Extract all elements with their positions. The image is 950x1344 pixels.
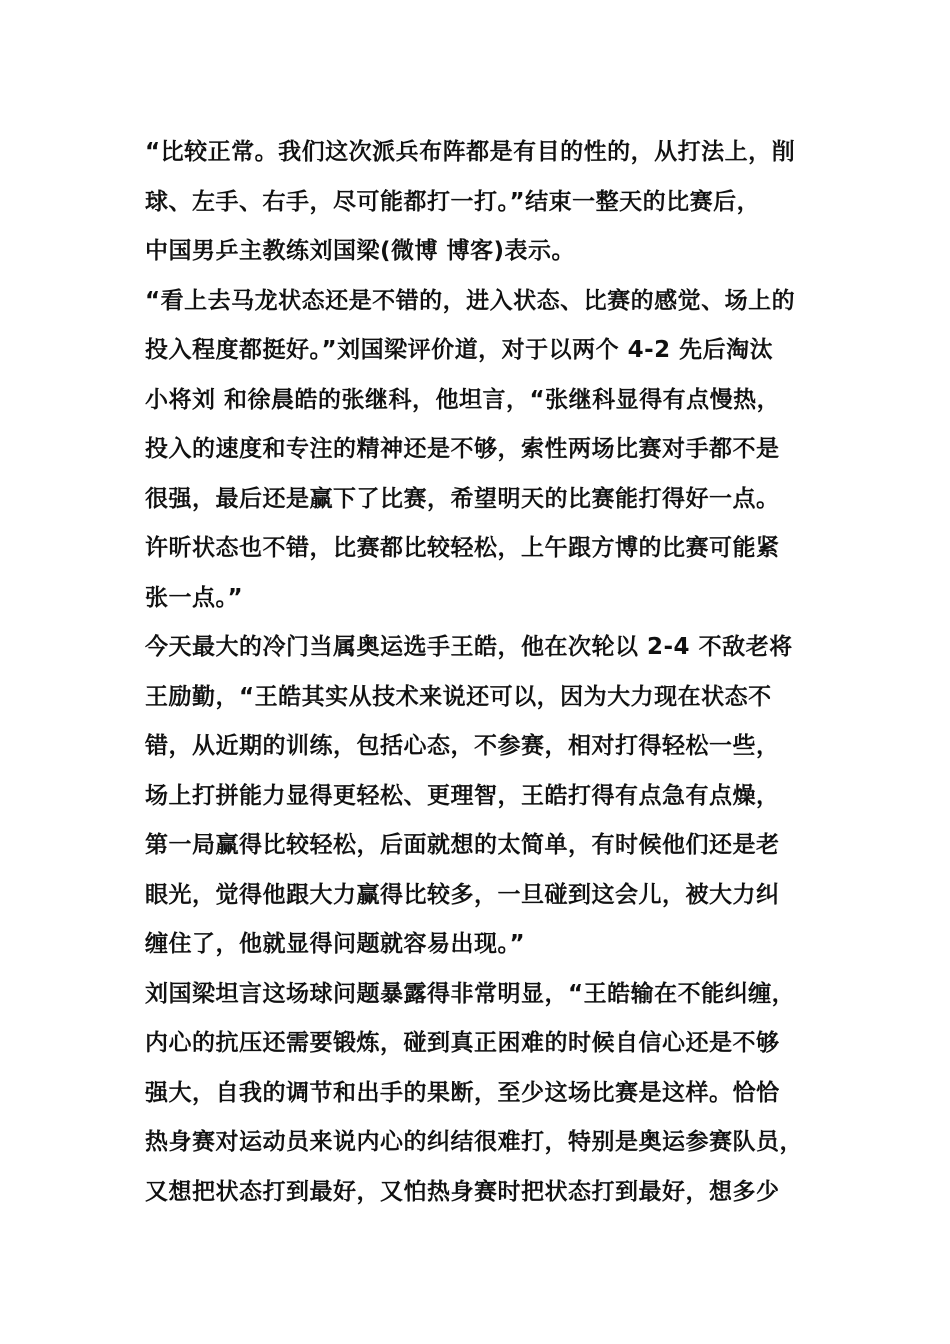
article-text <box>145 128 845 1217</box>
text-line: 眼光，觉得他跟大力赢得比较多，一旦碰到这会儿，被大力纠 <box>145 881 780 908</box>
text-line: 场上打拼能力显得更轻松、更理智，王皓打得有点急有点燥， <box>145 782 780 809</box>
text-line: 缠住了，他就显得问题就容易出现。” <box>145 931 526 957</box>
text-line: 投入程度都挺好。”刘国梁评价道，对于以两个 4-2 先后淘汰 <box>145 337 774 363</box>
text-line: 刘国梁坦言这场球问题暴露得非常明显，“王皓输在不能纠缠， <box>145 980 796 1007</box>
text-line: “看上去马龙状态还是不错的，进入状态、比赛的感觉、场上的 <box>145 287 796 314</box>
text-line: 错，从近期的训练，包括心态，不参赛，相对打得轻松一些， <box>145 733 780 759</box>
text-line: 又想把状态打到最好，又怕热身赛时把状态打到最好，想多少 <box>145 1178 780 1205</box>
text-line: 第一局赢得比较轻松，后面就想的太简单，有时候他们还是老 <box>145 832 780 858</box>
text-line: 内心的抗压还需要锻炼，碰到真正困难的时候自信心还是不够 <box>145 1030 780 1056</box>
text-line: 很强，最后还是赢下了比赛，希望明天的比赛能打得好一点。 <box>145 485 780 512</box>
text-line: 投入的速度和专注的精神还是不够，索性两场比赛对手都不是 <box>145 436 780 462</box>
text-line: 许昕状态也不错，比赛都比较轻松，上午跟方博的比赛可能紧 <box>145 535 780 561</box>
text-line: 小将刘 和徐晨皓的张继科，他坦言，“张继科显得有点慢热， <box>145 386 781 413</box>
text-line: 王励勤，“王皓其实从技术来说还可以，因为大力现在状态不 <box>145 683 772 710</box>
text-line: 强大，自我的调节和出手的果断，至少这场比赛是这样。恰恰 <box>145 1079 780 1106</box>
text-line: 中国男乒主教练刘国梁(微博 博客)表示。 <box>145 238 576 264</box>
text-line: 热身赛对运动员来说内心的纠结很难打，特别是奥运参赛队员， <box>145 1129 803 1155</box>
text-line: 今天最大的冷门当属奥运选手王皓，他在次轮以 2-4 不敌老将 <box>145 634 793 660</box>
text-line: “比较正常。我们这次派兵布阵都是有目的性的，从打法上，削 <box>145 139 796 165</box>
text-line: 球、左手、右手，尽可能都打一打。”结束一整天的比赛后， <box>145 188 761 215</box>
text-line: 张一点。” <box>145 584 244 611</box>
